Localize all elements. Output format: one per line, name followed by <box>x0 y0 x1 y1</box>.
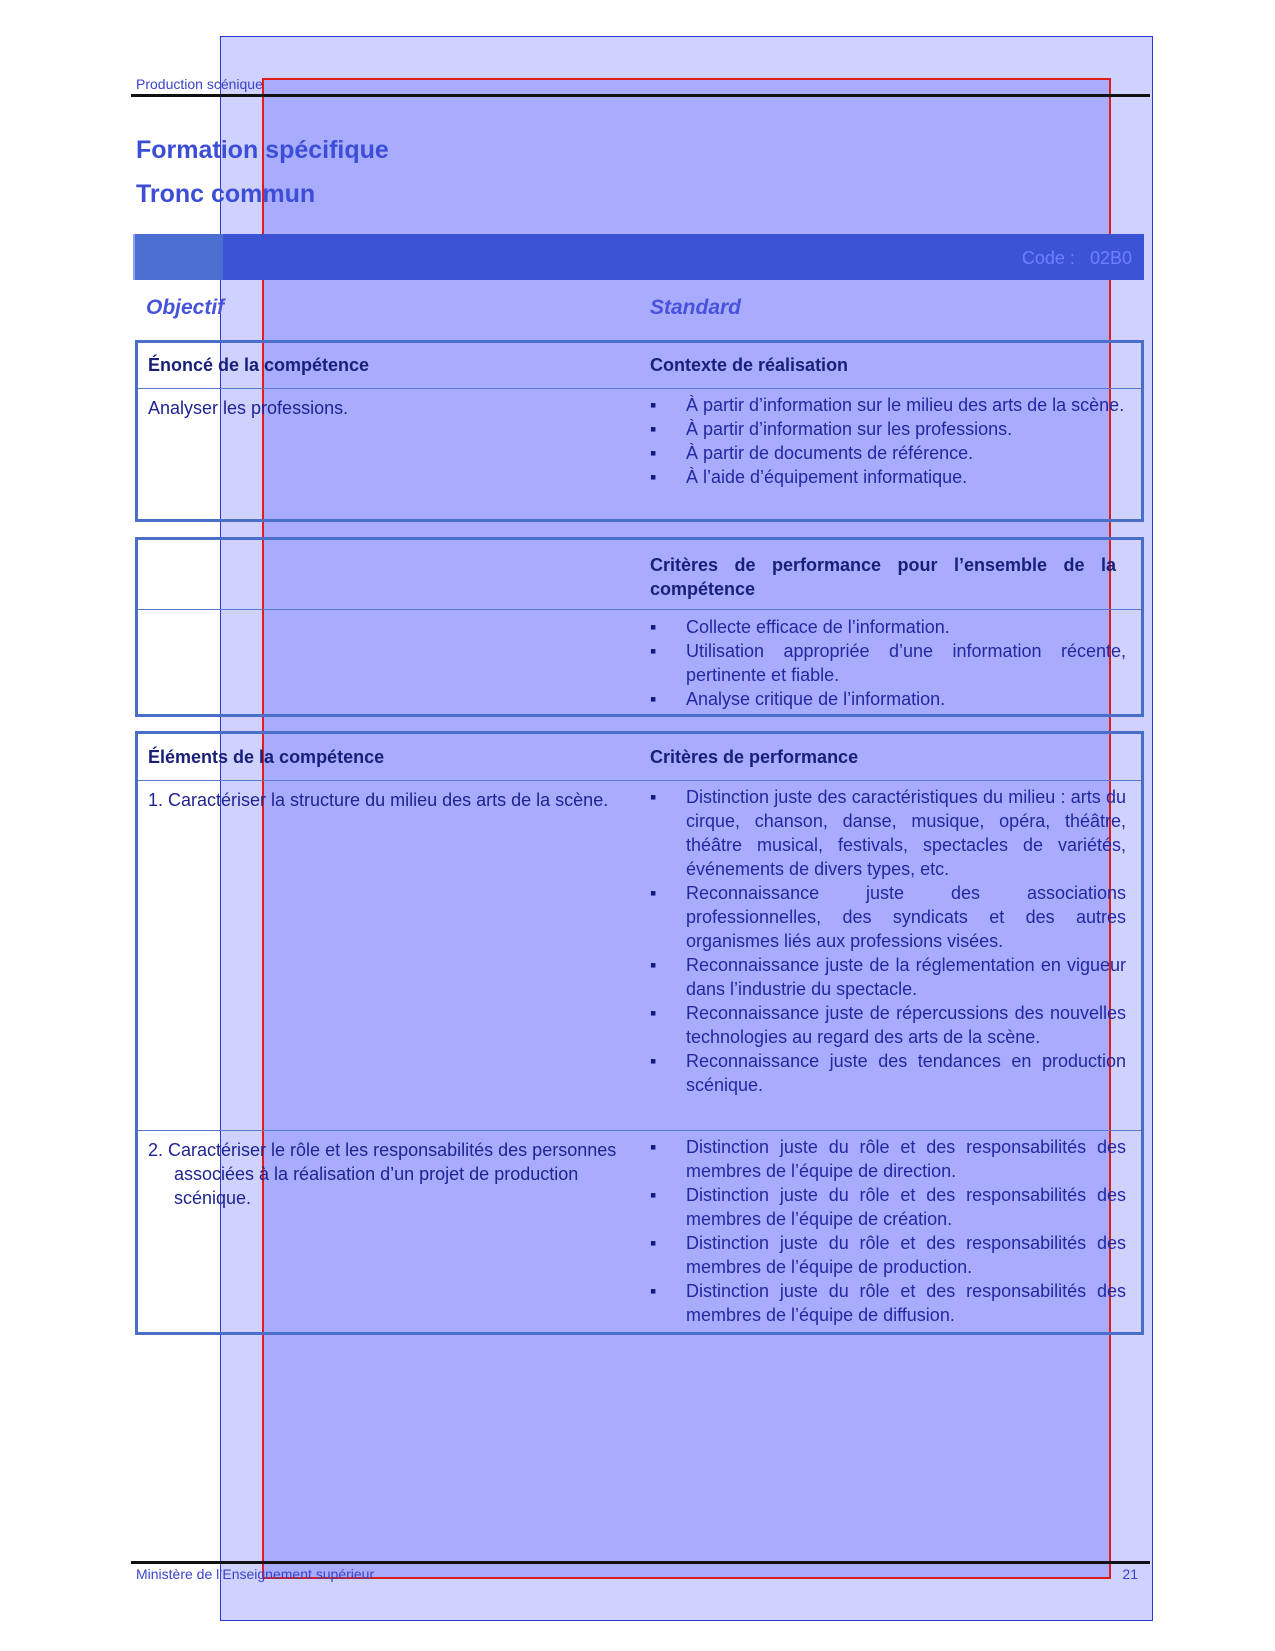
page-number: 21 <box>1122 1566 1138 1582</box>
box1-rule <box>138 388 1141 389</box>
criteria-item: ▪ Distinction juste du rôle et des responsabilités des membres de l’équipe de création. <box>650 1183 1126 1231</box>
code-bar <box>133 234 1144 280</box>
column-objectif: Objectif <box>146 296 225 319</box>
code-label <box>1022 248 1132 269</box>
box-competence <box>135 340 1144 522</box>
element-1-label: 1. Caractériser la structure du milieu des arts de la scène. <box>148 790 609 810</box>
overall-criteria-list <box>650 615 1126 711</box>
criteria-item: ▪ Reconnaissance juste des associations professionnelles, des syndicats et des autres organismes liés aux professions visées. <box>650 881 1126 953</box>
criteria-item: ▪ Analyse critique de l’information. <box>650 687 1126 711</box>
box2-rule <box>138 609 1141 610</box>
box3-right-header: Critères de performance <box>650 747 859 767</box>
column-standard: Standard <box>650 296 742 319</box>
box2-right-header: Critères de performance pour l’ensemble de la compétence <box>650 555 1116 599</box>
competence-statement: Analyser les professions. <box>148 398 349 418</box>
criteria-item: ▪ Reconnaissance juste des tendances en production scénique. <box>650 1049 1126 1097</box>
box1-right-header: Contexte de réalisation <box>650 355 849 375</box>
context-item: ▪ À l’aide d’équipement informatique. <box>650 465 1126 489</box>
footer-rule <box>131 1561 1150 1564</box>
running-header: Production scénique <box>136 76 263 92</box>
page-title: Formation spécifique <box>136 136 389 164</box>
box-overall-criteria <box>135 537 1144 717</box>
code-label-text: Code : <box>1021 248 1075 268</box>
box3-left-header: Éléments de la compétence <box>148 747 385 767</box>
criteria-item: ▪ Distinction juste du rôle et des responsabilités des membres de l’équipe de production. <box>650 1231 1126 1279</box>
criteria-item: ▪ Distinction juste du rôle et des responsabilités des membres de l’équipe de direction. <box>650 1135 1126 1183</box>
criteria-item: ▪ Reconnaissance juste de répercussions des nouvelles technologies au regard des arts de la scène. <box>650 1001 1126 1049</box>
element-1-criteria <box>650 785 1126 1097</box>
footer-ministry: Ministère de l’Enseignement supérieur <box>136 1566 375 1582</box>
header-rule <box>131 94 1150 97</box>
page-subtitle: Tronc commun <box>136 180 316 208</box>
box3-rule-top <box>138 780 1141 781</box>
box3-rule-mid <box>138 1130 1141 1131</box>
context-item: ▪ À partir de documents de référence. <box>650 441 1126 465</box>
element-2-criteria <box>650 1135 1126 1327</box>
context-item: ▪ À partir d’information sur le milieu des arts de la scène. <box>650 393 1126 417</box>
criteria-item: ▪ Distinction juste des caractéristiques du milieu : arts du cirque, chanson, danse, musique, opéra, théâtre, théâtre musical, festivals, spectacles de variétés, événements de divers types, etc. <box>650 785 1126 881</box>
context-item: ▪ À partir d’information sur les professions. <box>650 417 1126 441</box>
criteria-item: ▪ Reconnaissance juste de la réglementation en vigueur dans l’industrie du spectacle. <box>650 953 1126 1001</box>
criteria-item: ▪ Collecte efficace de l’information. <box>650 615 1126 639</box>
element-2-label: 2. Caractériser le rôle et les responsabilités des personnes associées à la réalisation d’un projet de production scénique. <box>148 1140 617 1208</box>
criteria-item: ▪ Distinction juste du rôle et des responsabilités des membres de l’équipe de diffusion. <box>650 1279 1126 1327</box>
box-elements <box>135 731 1144 1335</box>
context-list <box>650 393 1126 489</box>
code-value: 02B0 <box>1089 248 1132 268</box>
code-bar-accent <box>133 234 223 280</box>
criteria-item: ▪ Utilisation appropriée d’une information récente, pertinente et fiable. <box>650 639 1126 687</box>
box1-left-header: Énoncé de la compétence <box>148 355 370 375</box>
